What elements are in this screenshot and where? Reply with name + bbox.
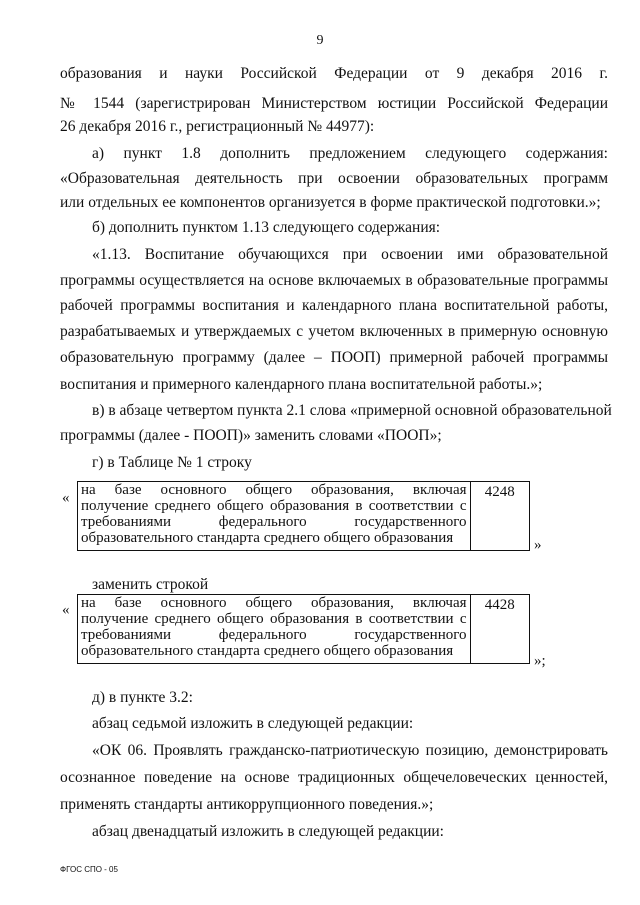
- table-row: [78, 595, 530, 664]
- cell-line: получение среднего общего образования в соответствии с: [81, 611, 467, 627]
- paragraph-line: осознанное поведение на основе традиционных общечеловеческих ценностей,: [60, 769, 608, 786]
- cell-line: требованиями федерального государственного: [81, 627, 467, 643]
- paragraph-line: а) пункт 1.8 дополнить предложением следующего содержания:: [92, 145, 608, 162]
- paragraph-line: абзац двенадцатый изложить в следующей редакции:: [92, 823, 444, 840]
- paragraph-line: 26 декабря 2016 г., регистрационный № 44977):: [60, 118, 375, 135]
- footer-code: ФГОС СПО - 05: [60, 865, 118, 874]
- table-replacement-row: [77, 594, 530, 664]
- table-original-row: [77, 481, 530, 551]
- cell-line: требованиями федерального государственного: [81, 514, 467, 530]
- page-number: 9: [316, 33, 324, 48]
- paragraph-line: б) дополнить пунктом 1.13 следующего содержания:: [92, 219, 441, 236]
- paragraph-line: № 1544 (зарегистрирован Министерством юстиции Российской Федерации: [60, 95, 608, 112]
- paragraph-line: разрабатываемых и утверждаемых с учетом включенных в примерную основную: [60, 323, 608, 340]
- paragraph-line: образовательную программу (далее – ПООП) примерной рабочей программы: [60, 349, 608, 366]
- paragraph-line: г) в Таблице № 1 строку: [92, 454, 252, 471]
- table-cell-value: 4248: [470, 482, 530, 551]
- paragraph-line: программы (далее - ПООП)» заменить словами «ПООП»;: [60, 427, 442, 444]
- table-cell-value: 4428: [470, 595, 530, 664]
- paragraph-line: «1.13. Воспитание обучающихся при освоении ими образовательной: [92, 246, 608, 263]
- close-quote: »: [534, 537, 542, 553]
- paragraph-line: заменить строкой: [92, 576, 209, 593]
- cell-line: образовательного стандарта среднего общего образования: [81, 530, 454, 546]
- open-quote: «: [62, 490, 70, 506]
- cell-line: образовательного стандарта среднего общего образования: [81, 643, 454, 659]
- cell-line: на базе основного общего образования, включая: [81, 595, 467, 611]
- paragraph-line: «Образовательная деятельность при освоении образовательных программ: [60, 170, 608, 187]
- table-cell-text: [78, 482, 471, 551]
- paragraph-line: образования и науки Российской Федерации от 9 декабря 2016 г.: [60, 65, 608, 82]
- paragraph-line: рабочей программы воспитания и календарного плана воспитательной работы,: [60, 297, 608, 314]
- open-quote: «: [62, 602, 70, 618]
- cell-line: на базе основного общего образования, включая: [81, 482, 467, 498]
- paragraph-line: «ОК 06. Проявлять гражданско-патриотическую позицию, демонстрировать: [92, 742, 608, 759]
- paragraph-line: д) в пункте 3.2:: [92, 689, 193, 706]
- close-quote: »;: [534, 653, 546, 669]
- cell-line: получение среднего общего образования в соответствии с: [81, 498, 467, 514]
- paragraph-line: применять стандарты антикоррупционного поведения.»;: [60, 796, 434, 813]
- table-row: [78, 482, 530, 551]
- table-cell-text: [78, 595, 471, 664]
- paragraph-line: абзац седьмой изложить в следующей редакции:: [92, 715, 414, 732]
- paragraph-line: или отдельных ее компонентов организуется в форме практической подготовки.»;: [60, 194, 601, 211]
- paragraph-line: программы осуществляется на основе включаемых в образовательные программы: [60, 272, 608, 289]
- paragraph-line: в) в абзаце четвертом пункта 2.1 слова «примерной основной образовательной: [92, 402, 612, 419]
- paragraph-line: воспитания и примерного календарного плана воспитательной работы.»;: [60, 376, 543, 393]
